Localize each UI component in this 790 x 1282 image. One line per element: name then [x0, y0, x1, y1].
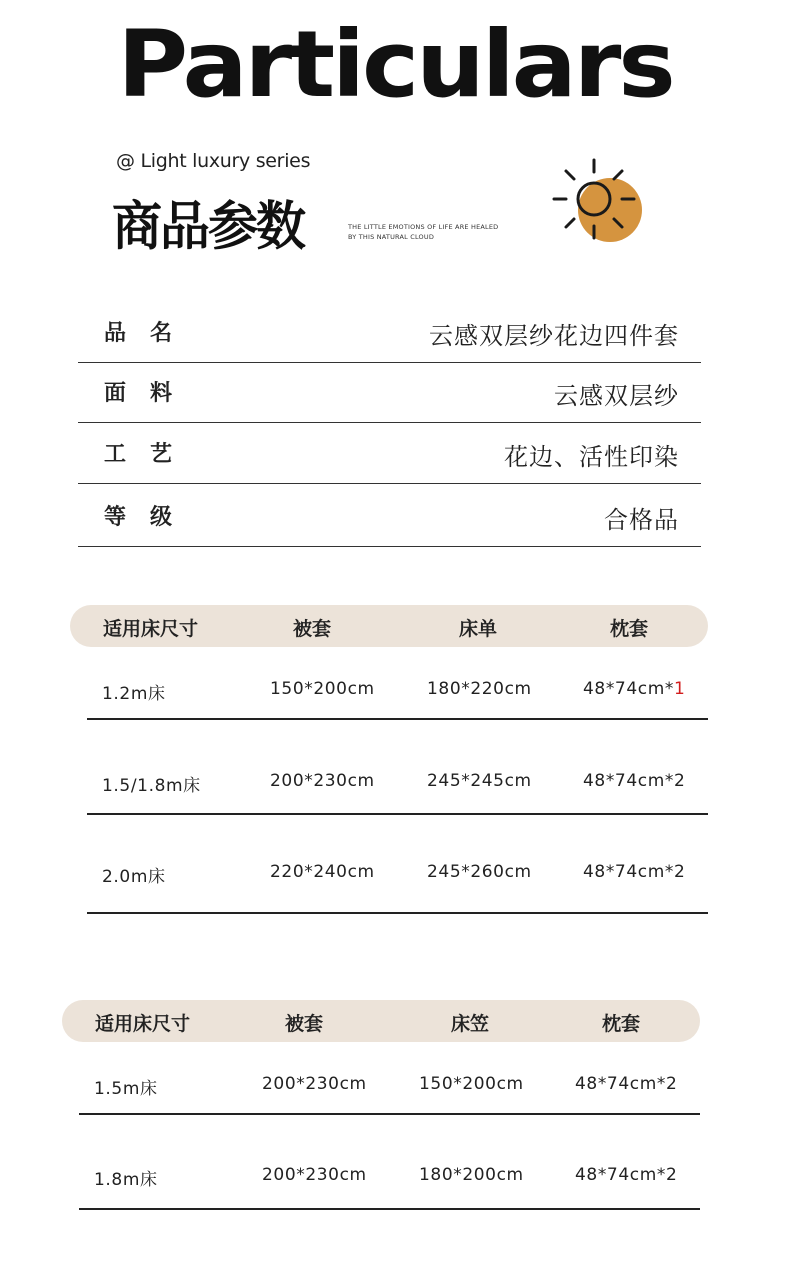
- table2-header-pillow: 枕套: [602, 1013, 641, 1035]
- divider: [79, 1208, 700, 1210]
- pillow-cell: 48*74cm*2: [575, 1165, 678, 1185]
- duvet-cell: 200*230cm: [262, 1165, 367, 1185]
- series-label: @ Light luxury series: [116, 150, 311, 172]
- pillow-count: 2: [673, 771, 686, 791]
- spec-label: 品名: [104, 321, 197, 346]
- sheet-cell: 245*260cm: [427, 862, 532, 882]
- divider: [87, 912, 708, 914]
- table1-header: [70, 605, 708, 647]
- divider: [87, 718, 708, 720]
- tagline-line-2: BY THIS NATURAL CLOUD: [348, 233, 435, 241]
- duvet-cell: 200*230cm: [262, 1074, 367, 1094]
- spec-row-craft: [78, 423, 701, 484]
- spec-row-fabric: [78, 362, 701, 423]
- table1-header-size: 适用床尺寸: [103, 618, 199, 640]
- pillow-count: 2: [673, 862, 686, 882]
- spec-value: 云感双层纱花边四件套: [429, 322, 679, 350]
- spec-value: 花边、活性印染: [504, 443, 679, 471]
- duvet-cell: 200*230cm: [270, 771, 375, 791]
- table2-header-fitted-sheet: 床笠: [451, 1013, 490, 1035]
- spec-value: 合格品: [604, 506, 679, 534]
- spec-label: 等级: [104, 505, 197, 530]
- table2-header-duvet: 被套: [285, 1013, 324, 1035]
- divider: [87, 813, 708, 815]
- pillow-size: 48*74cm*: [583, 862, 674, 882]
- size-cell: 2.0m床: [102, 867, 166, 887]
- pillow-cell: 48*74cm*2: [575, 1074, 678, 1094]
- table1-header-sheet: 床单: [459, 618, 498, 640]
- table2-header: [62, 1000, 700, 1042]
- spec-row-grade: [78, 486, 701, 547]
- size-cell: 1.5/1.8m床: [102, 776, 201, 796]
- size-cell: 1.5m床: [94, 1079, 158, 1099]
- spec-row-name: [78, 302, 701, 363]
- table1-header-pillow: 枕套: [610, 618, 649, 640]
- divider: [79, 1113, 700, 1115]
- page-title: Particulars: [117, 11, 673, 118]
- size-cell: 1.2m床: [102, 684, 166, 704]
- spec-label: 工艺: [104, 442, 197, 467]
- table1-header-duvet: 被套: [293, 618, 332, 640]
- sheet-cell: 180*200cm: [419, 1165, 524, 1185]
- pillow-cell: [583, 862, 685, 882]
- sheet-cell: 150*200cm: [419, 1074, 524, 1094]
- duvet-cell: 150*200cm: [270, 679, 375, 699]
- pillow-cell: [583, 679, 685, 699]
- pillow-size: 48*74cm*: [583, 771, 674, 791]
- tagline-line-1: THE LITTLE EMOTIONS OF LIFE ARE HEALED: [348, 223, 499, 231]
- size-cell: 1.8m床: [94, 1170, 158, 1190]
- sun-icon: [548, 154, 648, 250]
- spec-value: 云感双层纱: [554, 382, 679, 410]
- section-title-cn: 商品参数: [112, 195, 304, 257]
- sheet-cell: 180*220cm: [427, 679, 532, 699]
- sheet-cell: 245*245cm: [427, 771, 532, 791]
- spec-label: 面料: [104, 381, 197, 406]
- duvet-cell: 220*240cm: [270, 862, 375, 882]
- pillow-cell: [583, 771, 685, 791]
- table2-header-size: 适用床尺寸: [95, 1013, 191, 1035]
- pillow-size: 48*74cm*: [583, 679, 674, 699]
- pillow-count: 1: [673, 679, 686, 699]
